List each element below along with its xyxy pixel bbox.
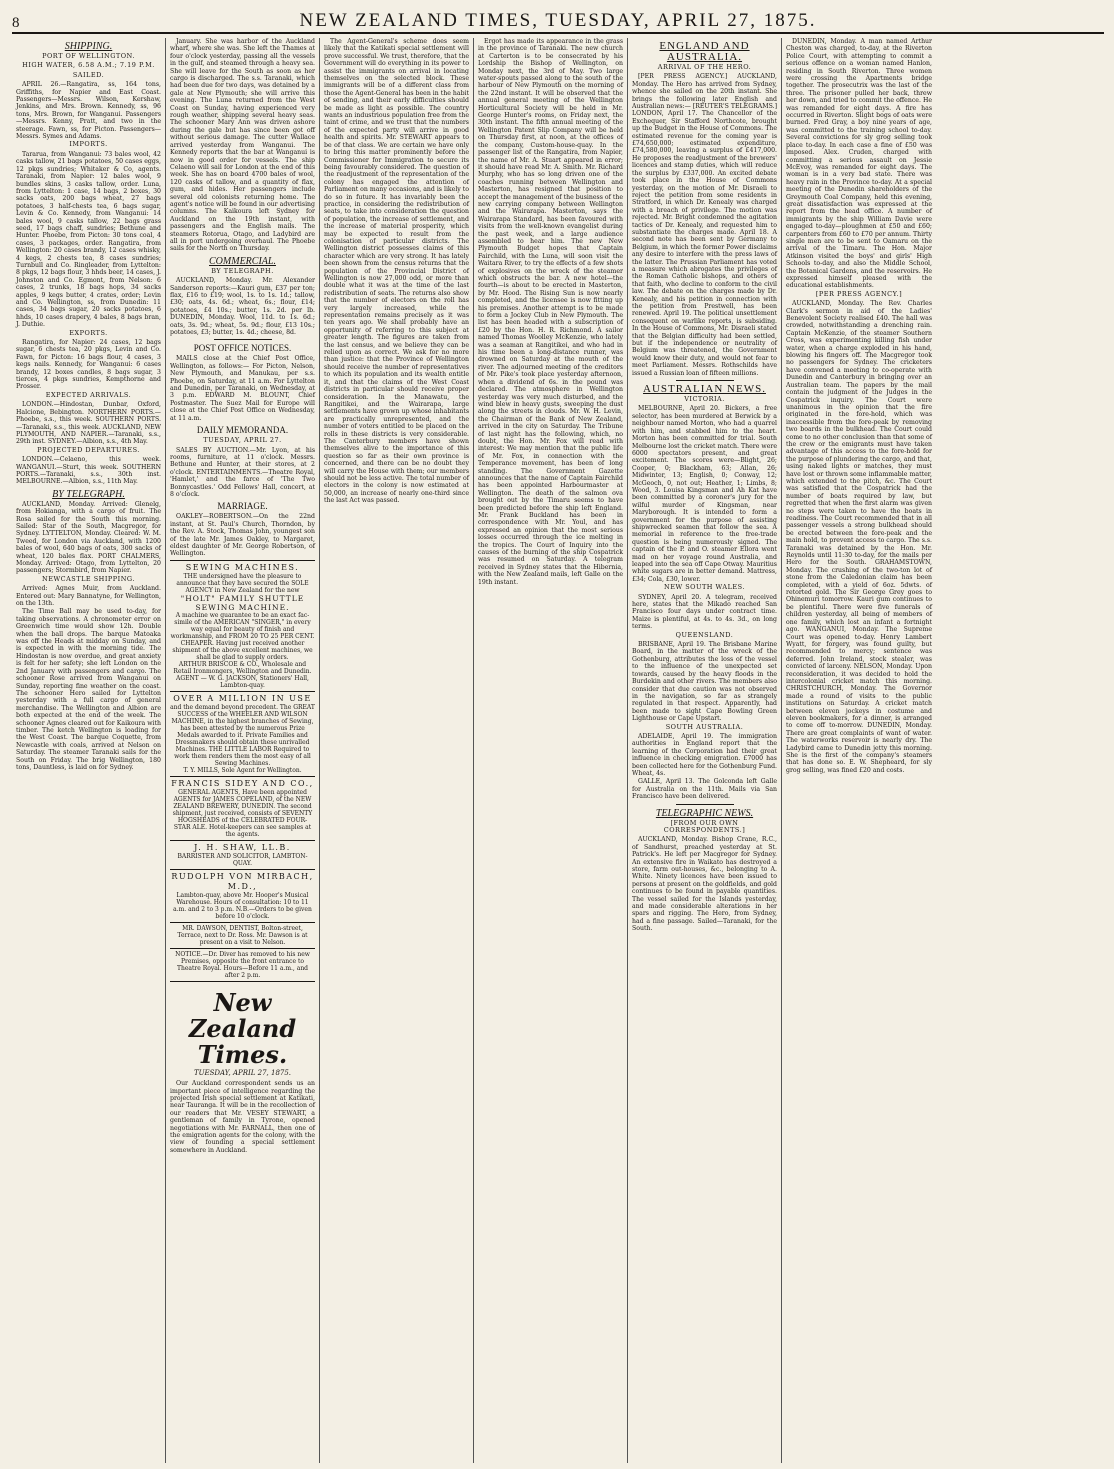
post-office-heading: POST OFFICE NOTICES. <box>193 343 292 354</box>
divider <box>170 981 315 982</box>
advert-body: A machine we guarantee to be an exact fac-simile of the AMERICAN "SINGER," in every way equal for beauty of finish and workmanship, and FROM 20 TO 25 PER CENT. CHEAPER. Having just received another shipment of the above excellent machines, we shall be glad to supply orders. <box>170 611 315 661</box>
advert-heading: J. H. SHAW, LL.B. <box>194 842 291 852</box>
telegraphic-news-subheading: [FROM OUR OWN CORRESPONDENTS.] <box>663 818 746 834</box>
imports-heading: IMPORTS. <box>69 140 108 149</box>
nsw-text: SYDNEY, April 20. A telegram, received here, states that the Mikado reached San Francisco four days under contract time. Maize is plentiful, at 4s. to 4s. 3d., on long terms. <box>632 593 777 631</box>
arrivals-text: LONDON.—Hindostan, Dunbar, Oxford, Halcione, Bebington. NORTHERN PORTS.—Phoebe, s.s., this week. SOUTHERN PORTS.—Taranaki, s.s., this week. AUCKLAND, NEW PLYMOUTH, AND NAPIER.—Taranaki, s.s., 29th inst. SYDNEY.—Albion, s.s., 4th May. <box>16 401 161 446</box>
commercial-text: AUCKLAND, Monday. Mr. Alexander Sanderson reports:—Kauri gum, £37 per ton; flax, £16 to £19; wool, 1s. to 1s. 1d.; tallow, £30; oats, 4s. 6d.; wheat, 6s.; flour, £14; potatoes, £4 10s.; butter, 1s. 2d. per lb. DUNEDIN, Monday. Wool, 11d. to 1s. 6d.; oats, 3s. 9d.; wheat, 5s. 9d.; flour, £13 10s.; potatoes, £3; butter, 1s. 4d.; cheese, 8d. <box>170 277 315 337</box>
telegraph-heading: BY TELEGRAPH. <box>52 488 125 500</box>
sailed-text: APRIL 26.—Rangatira, ss, 164 tons, Griffiths, for Napier and East Coast. Passengers—Messrs. Wilson, Kershaw, Jenkins, and Mrs. Brown. Kennedy, ss, 96 tons, Mrs. Brown, for Wanganui. Passengers—Messrs. Kenny, Pratt, and two in the steerage. Fawn, ss, for Picton. Passengers—Messrs. Symes and Adams. <box>16 81 161 141</box>
victoria-text: MELBOURNE, April 20. Bickers, a free selector, has been murdered at Berwick by a neighbour named Morton, who had a quarrel with him, and stabbed him to the heart. Morton has been committed for trial. South Melbourne lost the cricket match. There were 6000 spectators present, and great excitement. The scores were—Blight, 26; Cooper, 0; Blackham, 63; Allan, 26; Midwinter, 13; English, 0; Conway, 12; McGeoch, 0, not out; Heather, 1; Limbs, 8; Wood, 3. Louisa Kingsman and Ah Kat have been committed by a coroner's jury for the wilful murder of Kingsman, near Maryborough. It is intended to form a government for the purpose of assisting shipwrecked seamen that follow the sea. A memorial in reference to the free-trade question is being numerously signed. The captain of the P. and O. steamer Ellora went mad on her voyage round Australia, and leaped into the sea off Cape Otway. Mauritius white sugars are in better demand. Mattress, £34; Cola, £30, lower. <box>632 405 777 583</box>
shipping-news-text: The Time Ball may be used to-day, for taking observations. A chronometer error on Greenwich time would show 12h. Double when the ball drops. The barque Matoaka was off the Heads at midday on Sunday, and is expected in with the morning tide. The Hindostan is now overdue, and great anxiety is felt for her safety; she left London on the 2nd January with passengers and cargo. The schooner Rose arrived from Wanganui on Sunday, reporting fine weather on the coast. The schooner Hero sailed for Lyttelton yesterday with a full cargo of general merchandise. The Wellington and Albion are both expected at the end of the week. The schooner Agnes cleared out for Kaikoura with timber. The ketch Wellington is loading for the West Coast. The barque Coquette, from Newcastle with coals, arrived at Nelson on Saturday. The steamer Taranaki sails for the South on Friday. The brig Wellington, 180 tons, Dauntless, is laid on for Sydney. <box>16 608 161 771</box>
advert-sidey <box>170 776 315 838</box>
page-header <box>12 8 1104 34</box>
advert-heading: RUDOLPH VON MIRBACH, M.D., <box>171 871 314 891</box>
advert-body: MR. DAWSON, DENTIST, Bolton-street, Terrace, next to Dr. Ross. Mr. Dawson is at present on a visit to Nelson. <box>177 924 308 946</box>
section-heading-shipping: SHIPPING. <box>64 41 113 52</box>
page-title: NEW ZEALAND TIMES, TUESDAY, APRIL 27, 1875. <box>299 10 817 31</box>
imports-text: Tararua, from Wanganui: 73 bales wool, 42 casks tallow, 21 bags potatoes, 50 cases eggs, 12 pkgs sundries; Whitaker & Co, agents. Taranaki, from Napier: 12 bales wool, 9 bundles skins, 3 casks tallow, order. Luna, from Lyttelton: 1 case, 14 bags, 2 boxes, 30 sacks oats, 200 bags wheat, 27 bags potatoes, 3 half-chests tea, 6 bags sugar, Levin & Co. Kennedy, from Wanganui: 14 bales wool, 9 casks tallow, 22 bags grass seed, 17 bags chaff, sundries; Bethune and Hunter. Phoebe, from Picton: 30 tons coal, 4 cases, 3 packages, order. Rangatira, from Wellington: 20 cases brandy, 12 cases whisky, 4 kegs, 2 chests tea, 8 cases sundries; Turnbull and Co. Ringleader, from Lyttelton: 8 pkgs, 12 bags flour, 3 hhds beer, 14 cases, J. Johnston and Co. Egmont, from Nelson: 6 cases, 2 trunks, 18 bags hops, 34 sacks apples, 9 kegs butter, 4 crates, order; Levin and Co. Wellington, ss, from Dunedin: 11 cases, 34 bags sugar, 20 sacks potatoes, 6 hhds, 10 cases drapery, 4 bales, 8 bags bran, J. Duthie. <box>16 150 161 329</box>
column-2 <box>166 38 320 1463</box>
columns <box>12 38 1104 1463</box>
memoranda-heading: DAILY MEMORANDA. <box>196 425 289 436</box>
divider <box>676 804 734 805</box>
editorial-text: Our Auckland correspondent sends us an important piece of intelligence regarding the projected Irish special settlement at Katikati, near Tauranga. It will be in the recollection of our readers that Mr. VESEY STEWART, a gentleman of family in Tyrone, opened negotiations with Mr. FARNALL, then one of the emigration agents for the colony, with the view of founding a special settlement somewhere in Auckland. <box>170 1080 315 1154</box>
advert-shaw <box>170 840 315 867</box>
advert-mirbach <box>170 869 315 920</box>
newcastle-heading: NEWCASTLE SHIPPING. <box>42 574 135 583</box>
page-number: 8 <box>12 15 20 31</box>
commercial-subheading: BY TELEGRAPH. <box>211 266 274 275</box>
advert-product: "HOLT" FAMILY SHUTTLE SEWING MACHINE. <box>180 593 305 612</box>
column-1 <box>12 38 166 1463</box>
divider <box>214 339 272 340</box>
port-title: PORT OF WELLINGTON. <box>42 52 135 60</box>
editorial-date: TUESDAY, APRIL 27, 1875. <box>193 1068 292 1077</box>
column-3 <box>320 38 474 1463</box>
marriage-text: OAKLEY—ROBERTSON.—On the 22nd instant, at St. Paul's Church, Thorndon, by the Rev. A. Stock, Thomas John, youngest son of the late Mr. James Oakley, to Margaret, eldest daughter of Mr. George Robertson, of Wellington. <box>170 513 315 558</box>
advert-wheeler-wilson <box>170 691 315 774</box>
victoria-heading: VICTORIA. <box>684 395 725 404</box>
advert-agent: AGENT — W. G. JACKSON, Stationers' Hall, Lambton-quay. <box>176 674 309 689</box>
england-news-text: [PER PRESS AGENCY.] AUCKLAND, Monday. The Hero has arrived from Sydney, whence she sailed on the 20th instant. She brings the following later English and Australian news:— [REUTER'S TELEGRAMS.] LONDON, April 17. The Chancellor of the Exchequer, Sir Stafford Northcote, brought up the Budget in the House of Commons. The estimated revenue for the coming year is £74,650,000; estimated expenditure, £74,580,000, leaving a surplus of £417,000. He proposes the readjustment of the brewers' licences and stamp duties, which will reduce the surplus by £337,000. An excited debate took place in the House of Commons yesterday, on the motion of Mr. Disraeli to reject the petition from some residents in Stratford, in which Dr. Kenealy was charged with a breach of privilege. The motion was rejected. Mr. Bright condemned the agitation tactics of Dr. Kenealy, and requested him to substantiate the charges made. April 18. A second note has been sent by Germany to Belgium, in which the former Power disclaims any desire to interfere with the press laws of the latter. The Prussian Parliament has voted a measure which abrogates the privileges of the Roman Catholic bishops, and others of that faith, who decline to conform to the civil law. The debate on the charges made by Dr. Kenealy, and his petition in connection with the petition from Prestwell, has been renewed. April 19. The political unsettlement consequent on warlike reports, is subsiding. In the House of Commons, Mr. Disraeli stated that the Belgian difficulty had been settled, but if the independence or neutrality of Belgium was threatened, the Government would know their duty, and would not fear to meet Parliament. Messrs. Rothschilds have issued a Russian loan of fifteen millions. <box>632 73 777 377</box>
queensland-text: BRISBANE, April 19. The Brisbane Marine Board, in the matter of the wreck of the Gothenburg, attributes the loss of the vessel to the influence of the unexpected set towards, caused by the heavy floods in the Burdekin and other rivers. The members also consider that due caution was not observed in the navigation, so far as strangely regulated in that respect. Apparently, had been made to sight Cape Bowling Green Lighthouse or Cape Upstart. <box>632 641 777 723</box>
divider <box>676 380 734 381</box>
australian-news-heading: AUSTRALIAN NEWS. <box>643 383 766 396</box>
south-australia-heading: SOUTH AUSTRALIA. <box>665 722 744 731</box>
local-news-text: Ergot has made its appearance in the grass in the province of Taranaki. The new church at Carterton is to be consecrated by his Lordship the Bishop of Wellington, on Monday next, the 3rd of May. Two large water-spouts passed along to the south of the harbour of New Plymouth on the morning of the 22nd instant. It will be observed that the annual general meeting of the Wellington Horticultural Society will be held in Mr. George Hunter's rooms, on Friday next, the 30th instant. The fifth annual meeting of the Wellington Patent Slip Company will be held on Thursday first, at noon, at the offices of the company, Custom-house-quay. In the passenger list of the Rangatira, from Napier, the name of Mr. A. Stuart appeared in error; it should have read Mr. A. Smith. Mr. Richard Murphy, who has so long driven one of the coaches running between Wellington and Masterton, has resigned that position to accept the management of the business of the new carrying company between Wellington and the Wairarapa. Masterton, says the Wairarapa Standard, has been favoured with visits from the well-known evangelist during the past week, and a large audience assembled to hear him. The new New Plymouth Budget hopes that Captain Fairchild, with the Luna, will soon visit the Waitara River, to try the effects of a few shots of explosives on the wreck of the steamer which obstructs the bar. A new hotel—the fourth—is about to be erected in Masterton, by Mr. Hood. The Rising Sun is now nearly completed, and the licensee is now fitting up his premises. Another attempt is to be made to form a Jockey Club in New Plymouth. The list has been headed with a subscription of £20 by the Hon. H. R. Richmond. A sailor named Thomas Woolley McKenzie, who lately was a seaman at Rangitikei, and who had in his time been a long-distance runner, was drowned on Saturday at the mouth of the river. The adjourned meeting of the creditors of Mr. Pike's took place yesterday afternoon, when a dividend of 6s. in the pound was declared. The atmosphere in Wellington yesterday was very much disturbed, and the wind blew in heavy gusts, sweeping the dust along the streets in clouds. Mr. W. H. Levin, the Chairman of the Bank of New Zealand, arrived in the city on Saturday. The Tribune of last night has the following, which, no doubt, the Hon. Mr. Fox will read with interest: We may mention that the public life of Mr. Fox, in connection with the Temperance movement, has been of long standing. The Government Gazette announces that the name of Captain Fairchild has been appointed Harbourmaster at Wellington. The death of the salmon ova brought out by the Timaru seems to have been predicted before the ship left England. Mr. Frank Buckland has been in correspondence with Mr. Youl, and has expressed an opinion that the most serious losses occurred through the ice melting in the tropics. The Court of Inquiry into the causes of the burning of the ship Cospatrick was resumed on Saturday. A telegram received in Sydney states that the Hibernia, with the New Zealand mails, left Galle on the 19th instant. <box>478 38 623 586</box>
departures-heading: PROJECTED DEPARTURES. <box>37 445 140 454</box>
advert-diver <box>170 948 315 979</box>
column-4 <box>474 38 628 1463</box>
advert-heading: OVER A MILLION IN USE <box>173 693 312 703</box>
england-australia-heading: ENGLAND AND AUSTRALIA. <box>659 40 750 63</box>
memoranda-text: SALES BY AUCTION.—Mr. Lyon, at his rooms, furniture, at 11 o'clock. Messrs. Bethune and Hunter, at their stores, at 2 o'clock. ENTERTAINMENTS.—Theatre Royal, 'Hamlet,' and the farce of 'The Two Bonnycastles.' Odd Fellows' Hall, concert, at 8 o'clock. <box>170 446 315 498</box>
telegraph-text: AUCKLAND, Monday. Arrived: Glenelg, from Hokianga, with a cargo of fruit. The Rosa sailed for the South this morning. Sailed: Star of the South, Macgregor, for Sydney. LYTTELTON, Monday. Cleared: W. M. Tweed, for London via Auckland, with 1200 bales of wool, 640 bags of oats, 300 sacks of wheat, 120 bales flax. PORT CHALMERS, Monday. Arrived: Otago, from Lyttelton, 20 passengers; Stormbird, from Napier. <box>16 500 161 575</box>
advert-signature: T. Y. MILLS, Sole Agent for Wellington. <box>183 766 302 774</box>
arrival-hero-subheading: ARRIVAL OF THE HERO. <box>657 63 752 71</box>
newcastle-text: Arrived: Agnes Muir, from Auckland. Entered out: Mary Bannatyne, for Wellington, on the 13th. <box>16 585 161 608</box>
memoranda-date: TUESDAY, APRIL 27. <box>203 436 282 445</box>
shipping-continued-text: January. She was harbor of the Auckland wharf, where she was. She left the Thames at four o'clock yesterday, passing all the vessels in the gulf, and steamed through a heavy sea. She will leave for the South as soon as her cargo is discharged. The s.s. Taranaki, which had been due for two days, was detained by a gale at New Plymouth; she will arrive this evening. The Luna returned from the West Coast on Sunday, having experienced very rough weather, shipping several heavy seas. The schooner Mary Ann was driven ashore during the gale but has since been got off without serious damage. The cutter Wallace arrived yesterday from Wanganui. The Kennedy reports that the bar at Wanganui is now in good order for vessels. The ship Celaeno will sail for London at the end of this week. She has on board 4700 bales of wool, 120 casks of tallow, and a quantity of flax, gum, and hides. Her passengers include several old colonists returning home. The agent's notice will be found in our advertising columns. The Kaikoura left Sydney for Auckland on the 19th instant, with passengers and the English mails. The steamers Rotorua, Otago, and Ladybird are all in port undergoing overhaul. The Phoebe sails for the North on Thursday. <box>170 38 315 253</box>
advert-body: GENERAL AGENTS, Have been appointed AGENTS for JAMES COPELAND, of the NEW ZEALAND BREWERY, DUNEDIN. The second shipment, just received, consists of SEVENTY HOGSHEADS of the CELEBRATED FOUR-STAR ALE. Hotel-keepers can see samples at the agents. <box>172 788 313 838</box>
advert-sewing-machines <box>170 560 315 689</box>
sailed-heading: SAILED. <box>72 70 105 79</box>
advert-body: BARRISTER AND SOLICITOR, LAMBTON-QUAY. <box>177 852 308 867</box>
arrivals-heading: EXPECTED ARRIVALS. <box>45 390 132 399</box>
high-water: HIGH WATER, 6.58 A.M.; 7.19 P.M. <box>22 61 155 70</box>
column-5 <box>628 38 782 1463</box>
advert-heading: SEWING MACHINES. <box>185 562 300 572</box>
advert-body: Lambton-quay, above Mr. Hooper's Musical Warehouse. Hours of consultation: 10 to 11 a.m. and 2 to 3 p.m. N.B.—Orders to be given before 10 o'clock. <box>173 891 312 920</box>
queensland-heading: QUEENSLAND. <box>675 630 734 639</box>
marriage-heading: MARRIAGE. <box>217 501 268 512</box>
advert-body: NOTICE.—Dr. Diver has removed to his new Premises, opposite the front entrance to Theatre Royal. Hours—Before 11 a.m., and after 2 p.m. <box>175 950 310 979</box>
telegraphic-news-text: AUCKLAND, Monday. Bishop Crane, R.C., of Sandhurst, preached yesterday at St. Patrick's. He left per Macgregor for Sydney. An extensive fire in Waikato has destroyed a store, farm out-houses, &c., belonging to A. White. Ninety licences have been issued to persons at present on the goldfields, and gold continues to be found in payable quantities. The vessel sailed for the Islands yesterday, and made considerable alterations in her spars and rigging. The Hero, from Sydney, had a fine passage. Sailed—Taranaki, for the South. <box>632 836 777 933</box>
exports-text: Rangatira, for Napier: 24 cases, 12 bags sugar, 6 chests tea, 20 pkgs, Levin and Co. Fawn, for Picton: 16 bags flour, 4 cases, 3 kegs nails. Kennedy, for Wanganui: 6 cases brandy, 12 boxes candles, 8 bags sugar, 3 tierces, 4 pkgs sundries, Kempthorne and Prosser. <box>16 339 161 391</box>
exports-heading: EXPORTS. <box>69 328 108 337</box>
editorial-continued-text: The Agent-General's scheme does seem likely that the Katikati special settlement will prove successful. We trust, therefore, that the Government will do everything in its power to assist the immigrants on arrival in locating themselves on the selected block. These immigrants will be of a different class from those the Agent-General has been in the habit of sending, and their early difficulties should be made as light as possible. The country wants an industrious population free from the taint of crime, and we trust that the numbers of the expected party will arrive in good health and spirits. Mr. STEWART appears to be of that class. We are certain we have only to bring this matter prominently before the Commissioner for Immigration to secure its being favourably considered. The question of the readjustment of the representation of the colony has engaged the attention of Parliament on many occasions, and is likely to do so in future. It has invariably been the practice, in considering the redistribution of seats, to take into consideration the question of population, the increase of settlement, and the increase of material prosperity, which may be expected to result from the colonisation of particular districts. The Wellington district possesses claims of this character which are very strong. It has lately been shown from the census returns that the population of the Provincial District of Wellington is now 27,000 odd, or more than double what it was at the time of the last redistribution of seats. The returns also show that the number of electors on the roll has very largely increased, while the representation remains precisely as it was ten years ago. We shall probably have an opportunity of referring to this subject at greater length. The figures are taken from the last census, and we believe they can be relied upon as correct. We ask for no more than justice: that the Province of Wellington should receive the number of representatives to which its population and its wealth entitle it, and that the claims of the West Coast districts in particular should receive proper consideration. In the Manawatu, the Rangitikei, and the Wairarapa, large settlements have grown up whose inhabitants are practically unrepresented, and the number of voters entitled to be placed on the rolls in these districts is very considerable. The Canterbury members have shown themselves alive to the importance of this question so far as their own province is concerned, and there can be no doubt they will carry the House with them; our members should not be less active. The total number of electors in the colony is now estimated at 50,000, an increase of nearly one-third since the last Act was passed. <box>324 38 469 505</box>
advert-heading: FRANCIS SIDEY AND CO., <box>171 778 314 788</box>
telegraphic-news-heading: TELEGRAPHIC NEWS. <box>655 807 754 819</box>
press-agency-heading: [PER PRESS AGENCY.] <box>815 289 903 298</box>
galle-text: GALLE, April 13. The Golconda left Galle for Australia on the 11th. Mails via San Francisco have been delivered. <box>632 778 777 801</box>
commercial-heading: COMMERCIAL. <box>209 255 276 267</box>
departures-text: LONDON.—Celaeno, this week. WANGANUI.—Sturt, this week. SOUTHERN PORTS.—Taranaki, s.s., 30th inst. MELBOURNE.—Albion, s.s., 11th May. <box>16 456 161 486</box>
post-office-text: MAILS close at the Chief Post Office, Wellington, as follows:— For Picton, Nelson, New Plymouth, and Manukau, per s.s. Phoebe, on Saturday, at 11 a.m. For Lyttelton and Dunedin, per Taranaki, on Wednesday, at 3 p.m. EDWARD M. BLOUNT, Chief Postmaster. The Suez Mail for Europe will close at the Chief Post Office on Wednesday, at 11 a.m. <box>170 355 315 422</box>
advert-body: and the demand beyond precedent. The GREAT SUCCESS of the WHEELER AND WILSON MACHINE, in the highest branches of Sewing, has been attested by the numerous Prize Medals awarded to it. Private Families and Dressmakers should obtain these unrivalled Machines. THE LITTLE LABOR Required to work them renders them the most easy of all Sewing Machines. <box>170 703 315 767</box>
column-6 <box>782 38 936 1463</box>
newspaper-nameplate: New Zealand Times. <box>188 987 297 1069</box>
advert-dawson <box>170 922 315 946</box>
nsw-heading: NEW SOUTH WALES. <box>664 583 745 592</box>
dunedin-news-text: DUNEDIN, Monday. A man named Arthur Cheston was charged, to-day, at the Riverton Police Court, with attempting to commit a serious offence on a woman named Hanlon, residing in South Riverton. Three women were crossing the Apartments bridge together. The prosecutrix was the last of the three. The prisoner pulled her back, threw her down, and tried to commit the offence. He was remanded for eight days. A fire has occurred in Riverton. Slight bogs of oats were burned. Fred Gray, a boy nine years of age, was committed to the training school to-day. Several convictions for sly grog selling took place to-day. In each case a fine of £50 was imposed. Alex. Cruden, charged with committing a serious assault on Jessie McEvoy, was remanded for eight days. The woman is in a very bad state. There was heavy rain in the Province to-day. At a special meeting of the Dunedin shareholders of the Greymouth Coal Company, held this evening, great dissatisfaction was expressed at the report from the head office. A number of immigrants by the ship William Davie were engaged to-day—ploughmen at £50 and £60; carpenters from £60 to £70 per annum. Thirty single men are to be sent to Oamaru on the arrival of the Timaru. The Hon. Major Atkinson visited the boys' and girls' High Schools to-day, and also the Middle School, the Botanical Gardens, and the reservoirs. He expressed himself pleased with the educational establishments. <box>786 38 932 290</box>
advert-signature: ARTHUR BRISCOE & CO., Wholesale and Retail Ironmongers, Wellington and Dunedin. <box>173 660 312 675</box>
advert-body: THE undersigned have the pleasure to announce that they have secured the SOLE AGENCY in New Zealand for the new <box>176 572 309 594</box>
press-agency-text: AUCKLAND, Monday. The Rev. Charles Clark's sermon in aid of the Ladies' Benevolent Society realised £40. The hall was crowded, notwithstanding a drenching rain. Captain McKenzie, of the steamer Southern Cross, was experimenting killing fish under water, when a charge exploded in his hand, blowing his fingers off. The Macgregor took no passengers for Sydney. The cricketers have convened a meeting to co-operate with Dunedin and Canterbury in bringing over an Australian team. The papers by the mail contain the judgment of the Judges in the Cospatrick inquiry. The Court were unanimous in the opinion that the fire originated in the fore-hold, which was inaccessible from the fore-peak by removing two boards in the bulkhead. The Court could come to no other conclusion than that some of the crew or the emigrants must have taken advantage of this access to the fore-hold for the purpose of plundering the cargo, and that, using naked lights or matches, they must have lost or thrown some inflammable matter, which extended to the pitch, &c. The Court was satisfied that the Cospatrick had the number of boats required by law, but regretted that when the first alarm was given no steps were taken to have the boats in readiness. The Court recommended that in all passenger vessels a strong bulkhead should be erected between the fore-peak and the main hold, to prevent access to cargo. The s.s. Taranaki was detained by the Hon. Mr. Reynolds until 11:30 to-day, for the mails per Hero for the South. GRAHAMSTOWN, Monday. The crushing of the two-ton lot of stone from the Caledonian claim has been completed, with a yield of 6oz. 5dwts. of retorted gold. The Sir George Grey goes to Ohinemuri tomorrow. Kauri gum continues to be plentiful. There were five funerals of children yesterday, all being of members of one family, which lost an infant a fortnight ago. WANGANUI, Monday. The Supreme Court was opened to-day. Henry Lambert Wyatt, for forgery, was found guilty, but recommended to mercy; sentence was deferred. John Ireland, stock stealer, was convicted of larceny. NELSON, Monday. Upon reconsideration, it was decided to hold the intercolonial cricket match this morning. CHRISTCHURCH, Monday. The Governor made a round of visits to the public institutions on Saturday. A cricket match between eleven jockeys in costume and eleven bookmakers, for a dinner, is arranged to come off to-morrow. DUNEDIN, Monday. There are great complaints of want of water. The waterworks reservoir is nearly dry. The Ladybird came to Dunedin jetty this morning. She is the first of the company's steamers that has done so. E. W. Shepheard, for sly grog selling, was fined £20 and costs. <box>786 300 932 774</box>
south-australia-text: ADELAIDE, April 19. The immigration authorities in England report that the learning of the Corporation had their great influence in checking emigration. £7000 has been collected here for the Gothenburg Fund. Wheat, 4s. <box>632 732 777 777</box>
